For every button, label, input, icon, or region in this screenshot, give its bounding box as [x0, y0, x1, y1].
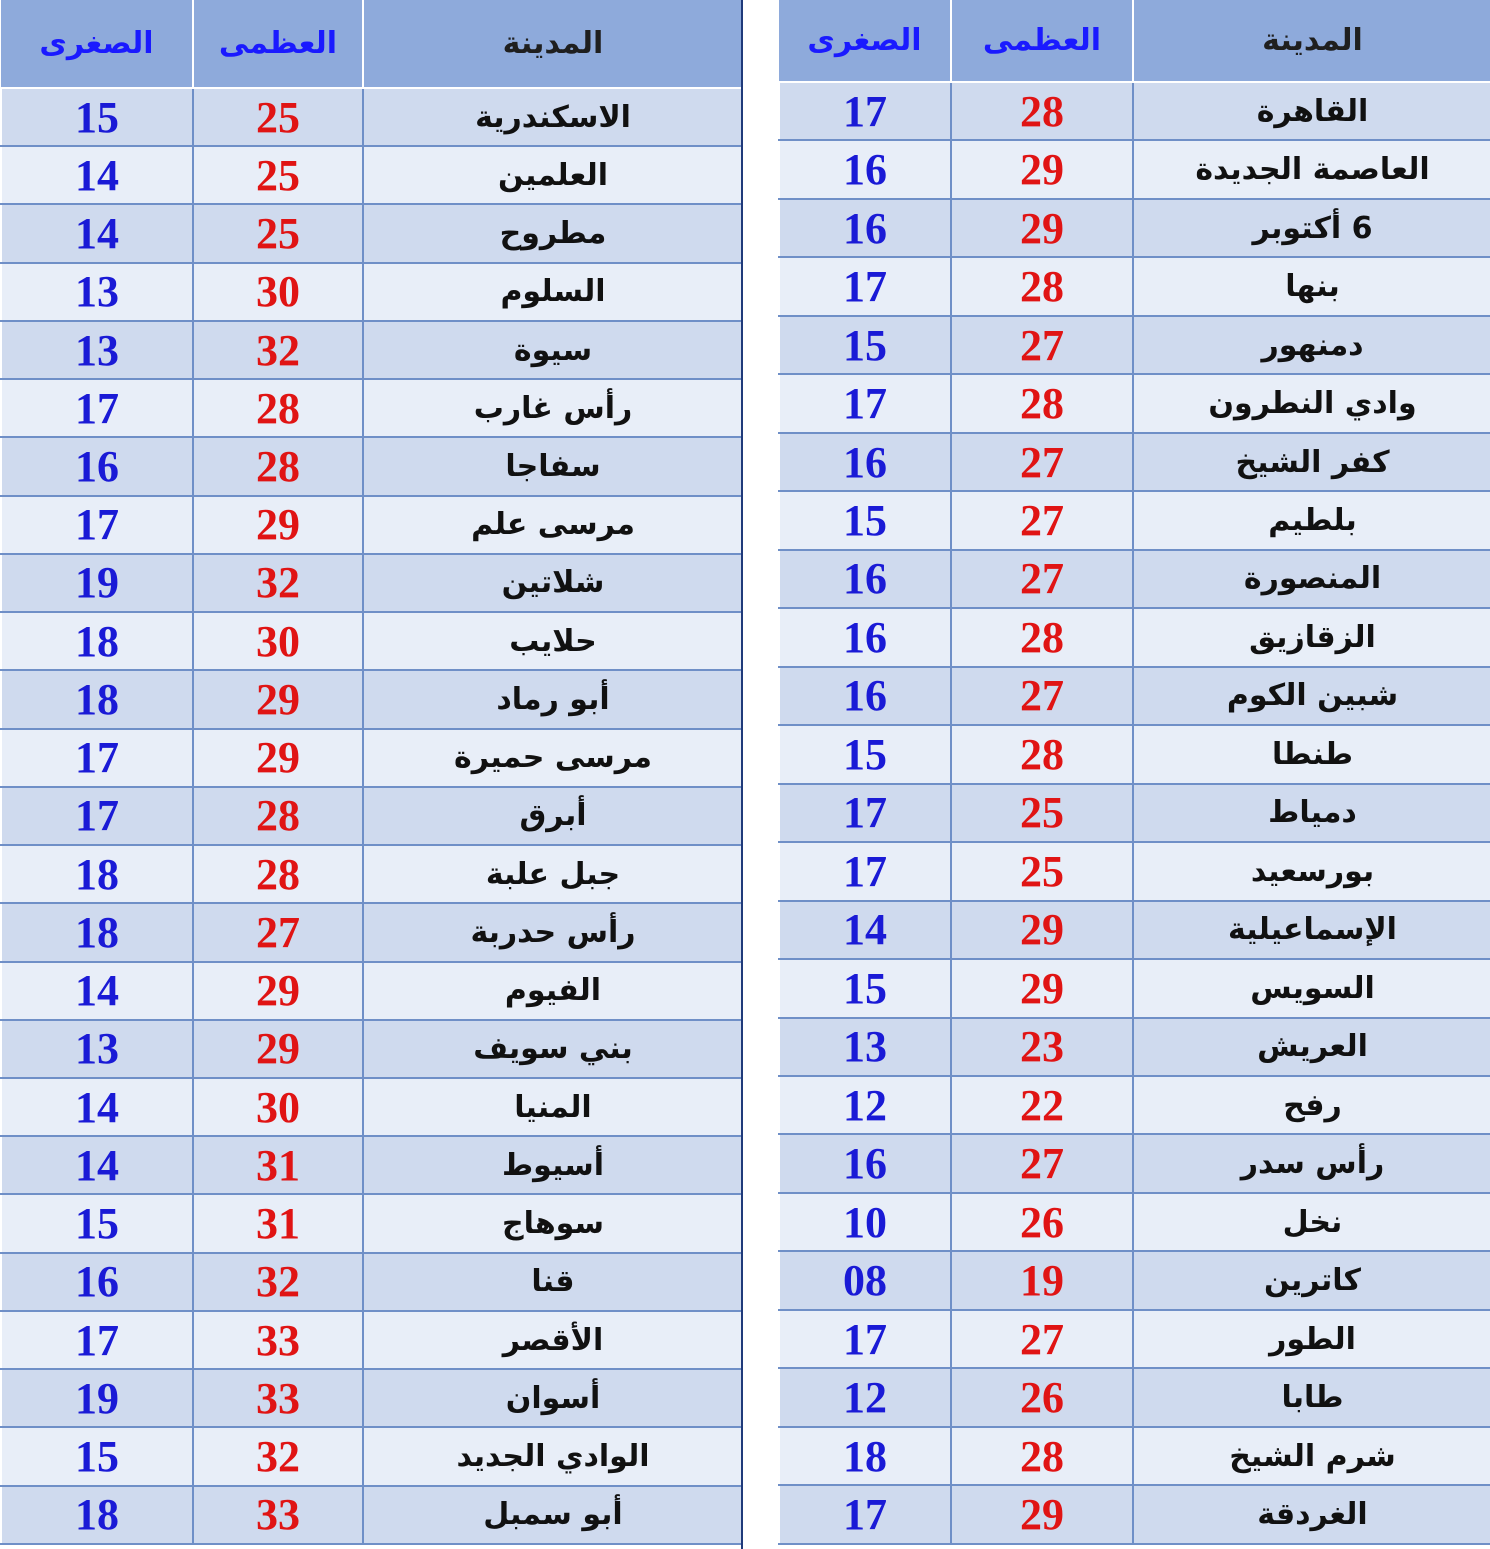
city-name-cell: طنطا [1133, 725, 1490, 783]
min-temp-cell: 13 [779, 1018, 951, 1076]
min-temp-cell: 12 [779, 1076, 951, 1134]
table-row [779, 959, 1490, 1017]
max-temp-cell: 33 [193, 1486, 363, 1544]
city-name-cell: دمياط [1133, 784, 1490, 842]
weather-table-left [0, 0, 742, 1545]
city-name-cell: بورسعيد [1133, 842, 1490, 900]
table-header-row [1, 0, 742, 88]
min-temp-cell: 10 [779, 1193, 951, 1251]
max-temp-cell: 28 [951, 82, 1133, 140]
table-row [1, 1194, 742, 1252]
table-row [1, 1253, 742, 1311]
city-name-cell: أبو سمبل [363, 1486, 742, 1544]
table-row [779, 1368, 1490, 1426]
table-row [779, 1018, 1490, 1076]
table-row [779, 140, 1490, 198]
table-row [1, 903, 742, 961]
min-temp-cell: 15 [779, 959, 951, 1017]
table-row [779, 374, 1490, 432]
max-temp-cell: 28 [951, 725, 1133, 783]
table-body-left [1, 88, 742, 1544]
city-name-cell: الغردقة [1133, 1485, 1490, 1544]
min-temp-cell: 16 [1, 1253, 193, 1311]
city-name-cell: شرم الشيخ [1133, 1427, 1490, 1485]
city-name-cell: كاترين [1133, 1251, 1490, 1309]
city-name-cell: العاصمة الجديدة [1133, 140, 1490, 198]
table-row [1, 1427, 742, 1485]
max-temp-cell: 27 [951, 491, 1133, 549]
min-temp-cell: 13 [1, 263, 193, 321]
min-temp-cell: 14 [779, 901, 951, 959]
city-name-cell: مرسى علم [363, 496, 742, 554]
table-row [1, 612, 742, 670]
city-name-cell: الطور [1133, 1310, 1490, 1368]
min-temp-cell: 19 [1, 1369, 193, 1427]
max-temp-cell: 30 [193, 612, 363, 670]
min-temp-cell: 15 [1, 1194, 193, 1252]
city-name-cell: شبين الكوم [1133, 667, 1490, 725]
max-temp-cell: 27 [951, 1134, 1133, 1192]
table-row [1, 321, 742, 379]
city-name-cell: السلوم [363, 263, 742, 321]
max-temp-cell: 29 [951, 199, 1133, 257]
max-temp-cell: 28 [951, 257, 1133, 315]
min-temp-cell: 18 [1, 845, 193, 903]
city-name-cell: أبو رماد [363, 670, 742, 728]
max-temp-cell: 32 [193, 321, 363, 379]
table-header-row [779, 0, 1490, 82]
max-temp-cell: 26 [951, 1193, 1133, 1251]
table-body-right [779, 82, 1490, 1544]
min-temp-cell: 16 [779, 608, 951, 666]
city-name-cell: الإسماعيلية [1133, 901, 1490, 959]
max-temp-cell: 30 [193, 1078, 363, 1136]
min-temp-cell: 17 [1, 496, 193, 554]
city-name-cell: كفر الشيخ [1133, 433, 1490, 491]
table-row [1, 1020, 742, 1078]
max-temp-cell: 28 [193, 437, 363, 495]
table-row [1, 1136, 742, 1194]
min-temp-cell: 14 [1, 204, 193, 262]
max-temp-cell: 32 [193, 554, 363, 612]
max-temp-cell: 28 [193, 787, 363, 845]
max-temp-cell: 32 [193, 1253, 363, 1311]
city-name-cell: بني سويف [363, 1020, 742, 1078]
city-name-cell: سفاجا [363, 437, 742, 495]
min-temp-cell: 13 [1, 1020, 193, 1078]
city-name-cell: جبل علبة [363, 845, 742, 903]
min-temp-cell: 17 [1, 787, 193, 845]
city-name-cell: بنها [1133, 257, 1490, 315]
header-min: الصغرى [1, 0, 193, 88]
max-temp-cell: 29 [193, 729, 363, 787]
city-name-cell: طابا [1133, 1368, 1490, 1426]
header-max: العظمى [193, 0, 363, 88]
max-temp-cell: 25 [193, 88, 363, 146]
max-temp-cell: 19 [951, 1251, 1133, 1309]
table-row [779, 608, 1490, 666]
table-row [779, 842, 1490, 900]
table-row [1, 1078, 742, 1136]
max-temp-cell: 23 [951, 1018, 1133, 1076]
max-temp-cell: 33 [193, 1311, 363, 1369]
min-temp-cell: 19 [1, 554, 193, 612]
table-row [1, 437, 742, 495]
min-temp-cell: 16 [779, 550, 951, 608]
header-min: الصغرى [779, 0, 951, 82]
max-temp-cell: 30 [193, 263, 363, 321]
table-row [1, 263, 742, 321]
table-row [779, 725, 1490, 783]
table-row [779, 667, 1490, 725]
max-temp-cell: 25 [193, 146, 363, 204]
min-temp-cell: 17 [779, 1310, 951, 1368]
table-row [779, 1193, 1490, 1251]
city-name-cell: وادي النطرون [1133, 374, 1490, 432]
weather-table-right [778, 0, 1490, 1545]
table-row [779, 257, 1490, 315]
city-name-cell: حلايب [363, 612, 742, 670]
table-row [1, 1486, 742, 1544]
min-temp-cell: 14 [1, 1136, 193, 1194]
max-temp-cell: 25 [193, 204, 363, 262]
max-temp-cell: 25 [951, 842, 1133, 900]
city-name-cell: الفيوم [363, 962, 742, 1020]
max-temp-cell: 27 [951, 550, 1133, 608]
header-max: العظمى [951, 0, 1133, 82]
min-temp-cell: 15 [779, 491, 951, 549]
min-temp-cell: 17 [1, 1311, 193, 1369]
min-temp-cell: 17 [779, 82, 951, 140]
city-name-cell: شلاتين [363, 554, 742, 612]
table-row [779, 1427, 1490, 1485]
max-temp-cell: 29 [951, 901, 1133, 959]
city-name-cell: سوهاج [363, 1194, 742, 1252]
min-temp-cell: 17 [779, 784, 951, 842]
table-row [1, 146, 742, 204]
max-temp-cell: 28 [193, 845, 363, 903]
max-temp-cell: 28 [951, 608, 1133, 666]
table-row [779, 1134, 1490, 1192]
min-temp-cell: 17 [779, 1485, 951, 1544]
table-row [1, 88, 742, 146]
city-name-cell: رأس حدربة [363, 903, 742, 961]
min-temp-cell: 16 [1, 437, 193, 495]
min-temp-cell: 08 [779, 1251, 951, 1309]
city-name-cell: الوادي الجديد [363, 1427, 742, 1485]
table-row [779, 82, 1490, 140]
city-name-cell: سيوة [363, 321, 742, 379]
min-temp-cell: 16 [779, 667, 951, 725]
min-temp-cell: 18 [1, 612, 193, 670]
max-temp-cell: 28 [193, 379, 363, 437]
city-name-cell: الأقصر [363, 1311, 742, 1369]
max-temp-cell: 27 [951, 433, 1133, 491]
table-row [1, 787, 742, 845]
table-row [779, 1076, 1490, 1134]
min-temp-cell: 15 [779, 725, 951, 783]
min-temp-cell: 14 [1, 962, 193, 1020]
table-row [779, 1310, 1490, 1368]
max-temp-cell: 31 [193, 1194, 363, 1252]
table-row [1, 962, 742, 1020]
max-temp-cell: 27 [951, 1310, 1133, 1368]
max-temp-cell: 33 [193, 1369, 363, 1427]
min-temp-cell: 17 [779, 257, 951, 315]
max-temp-cell: 28 [951, 1427, 1133, 1485]
table-row [1, 1311, 742, 1369]
table-row [1, 1369, 742, 1427]
city-name-cell: السويس [1133, 959, 1490, 1017]
city-name-cell: الاسكندرية [363, 88, 742, 146]
min-temp-cell: 18 [1, 903, 193, 961]
table-row [779, 1251, 1490, 1309]
city-name-cell: أسيوط [363, 1136, 742, 1194]
max-temp-cell: 28 [951, 374, 1133, 432]
header-city: المدينة [363, 0, 742, 88]
city-name-cell: رأس سدر [1133, 1134, 1490, 1192]
table-row [779, 199, 1490, 257]
city-name-cell: قنا [363, 1253, 742, 1311]
min-temp-cell: 13 [1, 321, 193, 379]
max-temp-cell: 29 [951, 140, 1133, 198]
min-temp-cell: 18 [779, 1427, 951, 1485]
max-temp-cell: 27 [951, 667, 1133, 725]
table-row [1, 729, 742, 787]
table-row [779, 433, 1490, 491]
table-row [1, 204, 742, 262]
table-row [1, 496, 742, 554]
city-name-cell: العريش [1133, 1018, 1490, 1076]
min-temp-cell: 18 [1, 670, 193, 728]
min-temp-cell: 17 [779, 374, 951, 432]
table-row [1, 670, 742, 728]
city-name-cell: مرسى حميرة [363, 729, 742, 787]
table-row [779, 901, 1490, 959]
min-temp-cell: 12 [779, 1368, 951, 1426]
min-temp-cell: 17 [1, 729, 193, 787]
min-temp-cell: 14 [1, 146, 193, 204]
min-temp-cell: 18 [1, 1486, 193, 1544]
max-temp-cell: 31 [193, 1136, 363, 1194]
table-row [1, 379, 742, 437]
min-temp-cell: 16 [779, 1134, 951, 1192]
table-row [779, 1485, 1490, 1544]
min-temp-cell: 16 [779, 433, 951, 491]
max-temp-cell: 32 [193, 1427, 363, 1485]
table-row [779, 550, 1490, 608]
table-row [1, 554, 742, 612]
max-temp-cell: 29 [951, 959, 1133, 1017]
table-row [779, 491, 1490, 549]
city-name-cell: رفح [1133, 1076, 1490, 1134]
table-divider [741, 0, 743, 1549]
max-temp-cell: 22 [951, 1076, 1133, 1134]
table-row [779, 316, 1490, 374]
city-name-cell: العلمين [363, 146, 742, 204]
header-city: المدينة [1133, 0, 1490, 82]
city-name-cell: أبرق [363, 787, 742, 845]
city-name-cell: الزقازيق [1133, 608, 1490, 666]
city-name-cell: نخل [1133, 1193, 1490, 1251]
table-row [1, 845, 742, 903]
max-temp-cell: 29 [193, 1020, 363, 1078]
max-temp-cell: 29 [193, 962, 363, 1020]
min-temp-cell: 15 [1, 1427, 193, 1485]
city-name-cell: القاهرة [1133, 82, 1490, 140]
min-temp-cell: 16 [779, 140, 951, 198]
min-temp-cell: 17 [1, 379, 193, 437]
city-name-cell: المنيا [363, 1078, 742, 1136]
max-temp-cell: 29 [951, 1485, 1133, 1544]
city-name-cell: أسوان [363, 1369, 742, 1427]
max-temp-cell: 29 [193, 670, 363, 728]
city-name-cell: المنصورة [1133, 550, 1490, 608]
city-name-cell: دمنهور [1133, 316, 1490, 374]
table-row [779, 784, 1490, 842]
city-name-cell: رأس غارب [363, 379, 742, 437]
max-temp-cell: 27 [193, 903, 363, 961]
city-name-cell: بلطيم [1133, 491, 1490, 549]
max-temp-cell: 26 [951, 1368, 1133, 1426]
city-name-cell: مطروح [363, 204, 742, 262]
min-temp-cell: 17 [779, 842, 951, 900]
city-name-cell: 6 أكتوبر [1133, 199, 1490, 257]
min-temp-cell: 15 [779, 316, 951, 374]
min-temp-cell: 16 [779, 199, 951, 257]
max-temp-cell: 27 [951, 316, 1133, 374]
max-temp-cell: 29 [193, 496, 363, 554]
min-temp-cell: 15 [1, 88, 193, 146]
min-temp-cell: 14 [1, 1078, 193, 1136]
max-temp-cell: 25 [951, 784, 1133, 842]
